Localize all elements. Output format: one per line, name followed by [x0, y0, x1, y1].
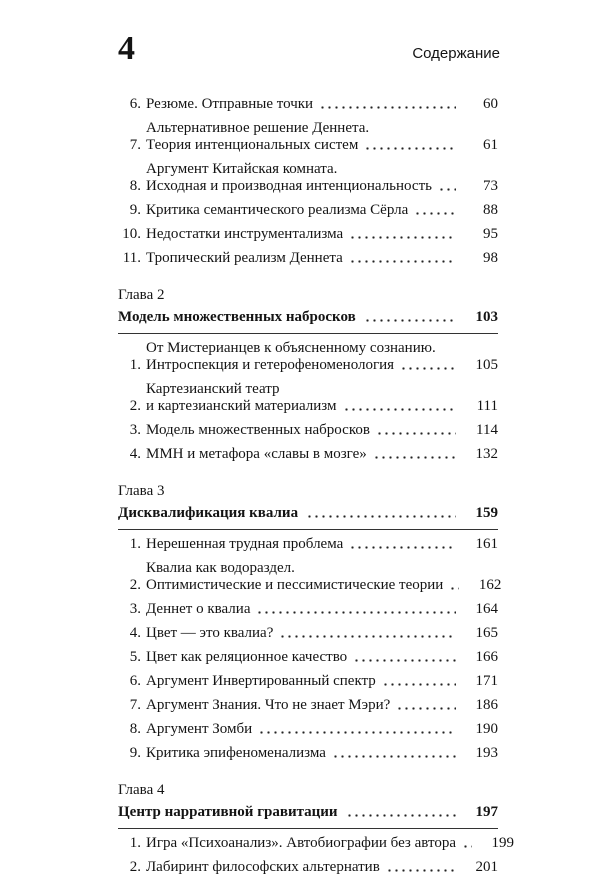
- entry-title: Тропический реализм Деннета: [146, 250, 343, 266]
- dot-leader: [364, 147, 456, 150]
- chapter-title: [118, 505, 498, 522]
- entry-line: [146, 422, 462, 439]
- entry-title: Цвет как реляционное качество: [146, 649, 348, 665]
- entry-number: 7.: [129, 697, 141, 713]
- entry-title: Оптимистические и пессимистические теории: [146, 577, 444, 593]
- entry-number: 8.: [129, 721, 141, 737]
- entry-body: [146, 536, 462, 553]
- table-of-contents: [118, 96, 514, 883]
- toc-entry: [118, 120, 498, 154]
- toc-entry: [118, 340, 498, 374]
- entry-page: 161: [475, 536, 498, 552]
- chapter-page: 103: [475, 309, 498, 325]
- entry-body: [146, 625, 462, 642]
- toc-entry: [118, 96, 498, 113]
- toc-entry: [118, 673, 498, 690]
- entry-number: 3.: [129, 422, 141, 438]
- entry-line: [146, 835, 478, 852]
- toc-entry: [118, 835, 514, 852]
- dot-leader: [376, 432, 456, 435]
- chapter-divider: [118, 828, 498, 829]
- entry-number: 11.: [122, 250, 141, 266]
- entry-title: Резюме. Отправные точки: [146, 96, 314, 112]
- toc-entry: [118, 649, 498, 666]
- toc-entry: [118, 250, 498, 267]
- entry-title: Цвет — это квалиа?: [146, 625, 274, 641]
- entry-body: [146, 161, 462, 195]
- entry-page: 166: [475, 649, 498, 665]
- entry-line: [146, 859, 462, 876]
- entry-body: [146, 697, 462, 714]
- entry-number: 9.: [129, 202, 141, 218]
- chapter-title: [118, 804, 498, 821]
- entry-line: [146, 649, 462, 666]
- dot-leader: [349, 260, 456, 263]
- entry-page: 201: [475, 859, 498, 875]
- toc-entry: [118, 745, 498, 762]
- entry-page: 165: [475, 625, 498, 641]
- entry-title: Альтернативное решение Деннета.: [146, 120, 370, 136]
- dot-leader: [414, 212, 456, 215]
- entry-number: 2.: [129, 577, 141, 593]
- entry-line: [146, 202, 462, 219]
- entry-body: [146, 560, 465, 594]
- entry-body: [146, 202, 462, 219]
- entry-number: 1.: [129, 357, 141, 373]
- entry-body: [146, 226, 462, 243]
- toc-entry: [118, 859, 498, 876]
- entry-line: [146, 178, 462, 195]
- entry-title: Игра «Психоанализ». Автобиографии без автора: [146, 835, 456, 851]
- chapter-title: [118, 309, 498, 326]
- entry-title: Деннет о квалиа: [146, 601, 251, 617]
- entry-page: 61: [483, 137, 498, 153]
- dot-leader: [332, 755, 456, 758]
- entry-number: 4.: [129, 625, 141, 641]
- dot-leader: [349, 236, 456, 239]
- entry-page: 114: [476, 422, 498, 438]
- entry-line: [146, 745, 462, 762]
- entry-body: [146, 381, 462, 415]
- entry-line: [146, 560, 465, 577]
- entry-page: 199: [491, 835, 514, 851]
- dot-leader: [449, 587, 459, 590]
- entry-line: [146, 161, 462, 178]
- toc-entry: [118, 161, 498, 195]
- entry-number: 3.: [129, 601, 141, 617]
- toc-entry: [118, 446, 498, 463]
- entry-body: [146, 601, 462, 618]
- dot-leader: [279, 635, 456, 638]
- entry-number: 2.: [129, 859, 141, 875]
- entry-number: 1.: [129, 536, 141, 552]
- dot-leader: [349, 546, 456, 549]
- chapter-page: 159: [475, 505, 498, 521]
- chapter-divider: [118, 333, 498, 334]
- dot-leader: [258, 731, 456, 734]
- entry-page: 111: [476, 398, 498, 414]
- entry-number: 7.: [129, 137, 141, 153]
- toc-entry: [118, 226, 498, 243]
- entry-page: 95: [483, 226, 498, 242]
- chapter-divider: [118, 529, 498, 530]
- entry-line: [146, 673, 462, 690]
- dot-leader: [346, 814, 456, 817]
- toc-entry: [118, 721, 498, 738]
- entry-title: От Мистерианцев к объясненному сознанию.: [146, 340, 436, 356]
- chapter-page: 197: [475, 804, 498, 820]
- entry-page: 73: [483, 178, 498, 194]
- page-number: 4: [118, 30, 135, 67]
- entry-title: Аргумент Инвертированный спектр: [146, 673, 376, 689]
- dot-leader: [462, 845, 472, 848]
- entry-page: 132: [475, 446, 498, 462]
- entry-number: 8.: [129, 178, 141, 194]
- entry-number: 6.: [129, 673, 141, 689]
- toc-entry: [118, 697, 498, 714]
- dot-leader: [319, 106, 456, 109]
- entry-line: [146, 398, 462, 415]
- toc-entry: [118, 381, 498, 415]
- entry-line: [146, 697, 462, 714]
- entry-number: 6.: [129, 96, 141, 112]
- chapter-title-text: Центр нарративной гравитации: [118, 804, 338, 820]
- dot-leader: [396, 707, 456, 710]
- entry-title: и картезианский материализм: [146, 398, 337, 414]
- entry-body: [146, 446, 462, 463]
- dot-leader: [400, 367, 456, 370]
- entry-page: 162: [478, 577, 502, 593]
- toc-entry: [118, 625, 498, 642]
- entry-body: [146, 673, 462, 690]
- entry-page: 105: [475, 357, 498, 373]
- toc-entry: [118, 601, 498, 618]
- entry-line: [146, 381, 462, 398]
- entry-line: [146, 96, 462, 113]
- toc-entry: [118, 536, 498, 553]
- dot-leader: [306, 515, 456, 518]
- entry-title: Аргумент Китайская комната.: [146, 161, 338, 177]
- entry-body: [146, 422, 462, 439]
- entry-body: [146, 835, 478, 852]
- entry-title: Модель множественных набросков: [146, 422, 370, 438]
- dot-leader: [382, 683, 456, 686]
- entry-line: [146, 577, 465, 594]
- chapter-label: Глава 3: [118, 483, 165, 499]
- entry-number: 10.: [122, 226, 141, 242]
- entry-page: 186: [475, 697, 498, 713]
- entry-title: Лабиринт философских альтернатив: [146, 859, 380, 875]
- dot-leader: [353, 659, 456, 662]
- entry-title: Теория интенциональных систем: [146, 137, 359, 153]
- entry-line: [146, 721, 462, 738]
- dot-leader: [364, 319, 456, 322]
- entry-body: [146, 96, 462, 113]
- entry-body: [146, 859, 462, 876]
- entry-number: 4.: [129, 446, 141, 462]
- toc-entry: [118, 422, 498, 439]
- entry-line: [146, 340, 462, 357]
- entry-title: Исходная и производная интенциональность: [146, 178, 432, 194]
- entry-number: 2.: [129, 398, 141, 414]
- entry-page: 193: [475, 745, 498, 761]
- chapter-label: Глава 2: [118, 287, 165, 303]
- entry-number: 9.: [129, 745, 141, 761]
- dot-leader: [386, 869, 456, 872]
- entry-title: Нерешенная трудная проблема: [146, 536, 344, 552]
- entry-body: [146, 721, 462, 738]
- entry-title: ММН и метафора «славы в мозге»: [146, 446, 367, 462]
- running-title: Содержание: [412, 45, 500, 62]
- entry-body: [146, 649, 462, 666]
- entry-title: Недостатки инструментализма: [146, 226, 344, 242]
- dot-leader: [438, 188, 456, 191]
- entry-title: Критика семантического реализма Сёрла: [146, 202, 409, 218]
- entry-number: 1.: [129, 835, 141, 851]
- entry-line: [146, 226, 462, 243]
- entry-title: Аргумент Знания. Что не знает Мэри?: [146, 697, 391, 713]
- entry-title: Картезианский театр: [146, 381, 280, 397]
- chapter-label: Глава 4: [118, 782, 165, 798]
- entry-body: [146, 340, 462, 374]
- entry-page: 171: [475, 673, 498, 689]
- dot-leader: [343, 408, 457, 411]
- entry-title: Квалиа как водораздел.: [146, 560, 295, 576]
- entry-number: 5.: [129, 649, 141, 665]
- entry-title: Критика эпифеноменализма: [146, 745, 326, 761]
- entry-line: [146, 625, 462, 642]
- entry-page: 60: [483, 96, 498, 112]
- entry-body: [146, 120, 462, 154]
- dot-leader: [373, 456, 456, 459]
- entry-page: 164: [475, 601, 498, 617]
- entry-page: 190: [475, 721, 498, 737]
- entry-body: [146, 745, 462, 762]
- entry-line: [146, 250, 462, 267]
- toc-entry: [118, 560, 502, 594]
- entry-line: [146, 446, 462, 463]
- entry-line: [146, 137, 462, 154]
- entry-body: [146, 250, 462, 267]
- chapter-title-text: Модель множественных набросков: [118, 309, 356, 325]
- chapter-title-text: Дисквалификация квалиа: [118, 505, 299, 521]
- entry-page: 88: [483, 202, 498, 218]
- entry-line: [146, 536, 462, 553]
- entry-line: [146, 357, 462, 374]
- entry-line: [146, 120, 462, 137]
- entry-title: Интроспекция и гетерофеноменология: [146, 357, 395, 373]
- entry-page: 98: [483, 250, 498, 266]
- toc-entry: [118, 202, 498, 219]
- entry-title: Аргумент Зомби: [146, 721, 253, 737]
- dot-leader: [256, 611, 456, 614]
- entry-line: [146, 601, 462, 618]
